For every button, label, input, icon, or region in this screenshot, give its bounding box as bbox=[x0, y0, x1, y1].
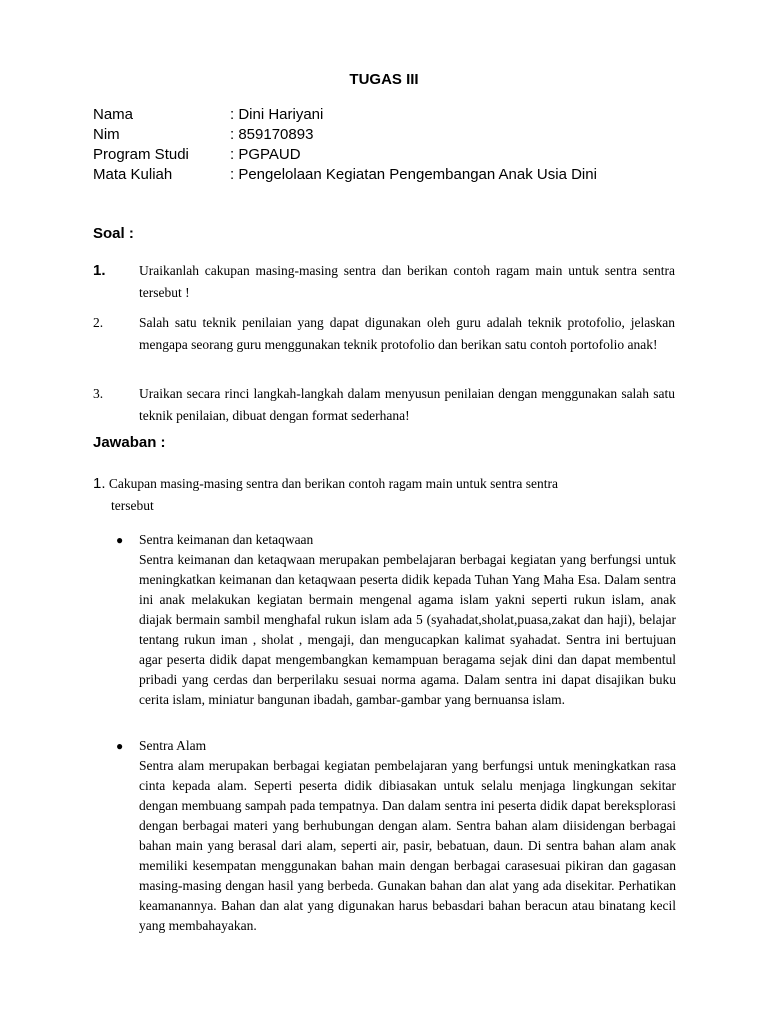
question-text: Uraikanlah cakupan masing-masing sentra dan berikan contoh ragam main untuk sentra sentra tersebut ! bbox=[139, 263, 675, 300]
sentra-description: Sentra alam merupakan berbagai kegiatan pembelajaran yang berfungsi untuk meningkatkan rasa cinta kepada alam. Seperti peserta didik dibiasakan untuk selalu menjaga lingkungan sekitar dengan membuang sampah pada tempatnya. Dan dalam sentra ini peserta didik dapat bereksplorasi dengan berbagai materi yang berhubungan dengan alam. Sentra bahan alam diisidengan berbagai bahan main yang berasal dari alam, seperti air, pasir, bebatuan, daun. Di sentra bahan alam anak memiliki kesempatan menggunakan bahan main dengan berbagai carasesuai pikiran dan gagasan masing-masing dengan hasil yang berbeda. Gunakan bahan dan alat yang ada disekitar. Perhatikan keamanannya. Bahan dan alat yang digunakan harus bebasdari bahan beracun atau binatang kecil yang membahayakan. bbox=[139, 758, 676, 933]
sentra-keimanan-item bbox=[116, 530, 676, 710]
jawaban-heading: Jawaban : bbox=[93, 434, 166, 451]
question-3 bbox=[93, 383, 675, 427]
question-text: Salah satu teknik penilaian yang dapat digunakan oleh guru adalah teknik protofolio, jelaskan mengapa seorang guru menggunakan teknik protofolio dan berikan satu contoh portofolio anak! bbox=[139, 315, 675, 352]
info-label: Mata Kuliah bbox=[93, 166, 173, 183]
question-text: Uraikan secara rinci langkah-langkah dalam menyusun penilaian dengan menggunakan salah satu teknik penilaian, dibuat dengan format sederhana! bbox=[139, 386, 675, 423]
info-value: : Pengelolaan Kegiatan Pengembangan Anak Usia Dini bbox=[230, 166, 597, 183]
question-number: 3. bbox=[93, 386, 104, 401]
answer-number: 1. bbox=[93, 475, 106, 492]
question-2 bbox=[93, 312, 675, 356]
question-number: 2. bbox=[93, 315, 104, 330]
sentra-title: Sentra keimanan dan ketaqwaan bbox=[139, 532, 314, 547]
sentra-description: Sentra keimanan dan ketaqwaan merupakan pembelajaran berbagai kegiatan yang berfungsi untuk meningkatkan keimanan dan ketaqwaan peserta didik kepada Tuhan Yang Maha Esa. Dalam sentra ini anak melakukan kegiatan bermain mengenal agama islam yakni seperti rukun islam, anak diajak bermain sambil menghafal rukun islam ada 5 (syahadat,sholat,puasa,zakat dan haji), belajar tentang rukun iman , sholat , mengaji, dan mengucapkan kalimat syahadat. Sentra ini bertujuan agar peserta didik dapat mengembangkan kemampuan beragama sejak dini dan dapat membentul pribadi yang cerdas dan berperilaku sesuai norma agama. Dalam sentra ini dapat disajikan buku cerita islam, miniatur bangunan ibadah, gambar-gambar yang bernuansa islam. bbox=[139, 552, 676, 707]
bullet-icon: ● bbox=[116, 533, 124, 547]
info-value: : PGPAUD bbox=[230, 146, 301, 163]
question-number: 1. bbox=[93, 262, 106, 279]
info-label: Nama bbox=[93, 106, 134, 123]
bullet-icon: ● bbox=[116, 739, 124, 753]
soal-heading: Soal : bbox=[93, 225, 134, 242]
answer-1-intro bbox=[93, 473, 675, 517]
sentra-alam-item bbox=[116, 736, 676, 936]
sentra-title: Sentra Alam bbox=[139, 738, 207, 753]
info-value: : 859170893 bbox=[230, 126, 314, 143]
info-label: Nim bbox=[93, 126, 120, 143]
answer-intro-text: Cakupan masing-masing sentra dan berikan contoh ragam main untuk sentra sentra bbox=[108, 476, 559, 491]
info-label: Program Studi bbox=[93, 146, 189, 163]
document-title: TUGAS III bbox=[349, 71, 419, 88]
info-value: : Dini Hariyani bbox=[230, 106, 324, 123]
answer-intro-continuation: tersebut bbox=[111, 498, 154, 513]
question-1 bbox=[93, 260, 675, 304]
